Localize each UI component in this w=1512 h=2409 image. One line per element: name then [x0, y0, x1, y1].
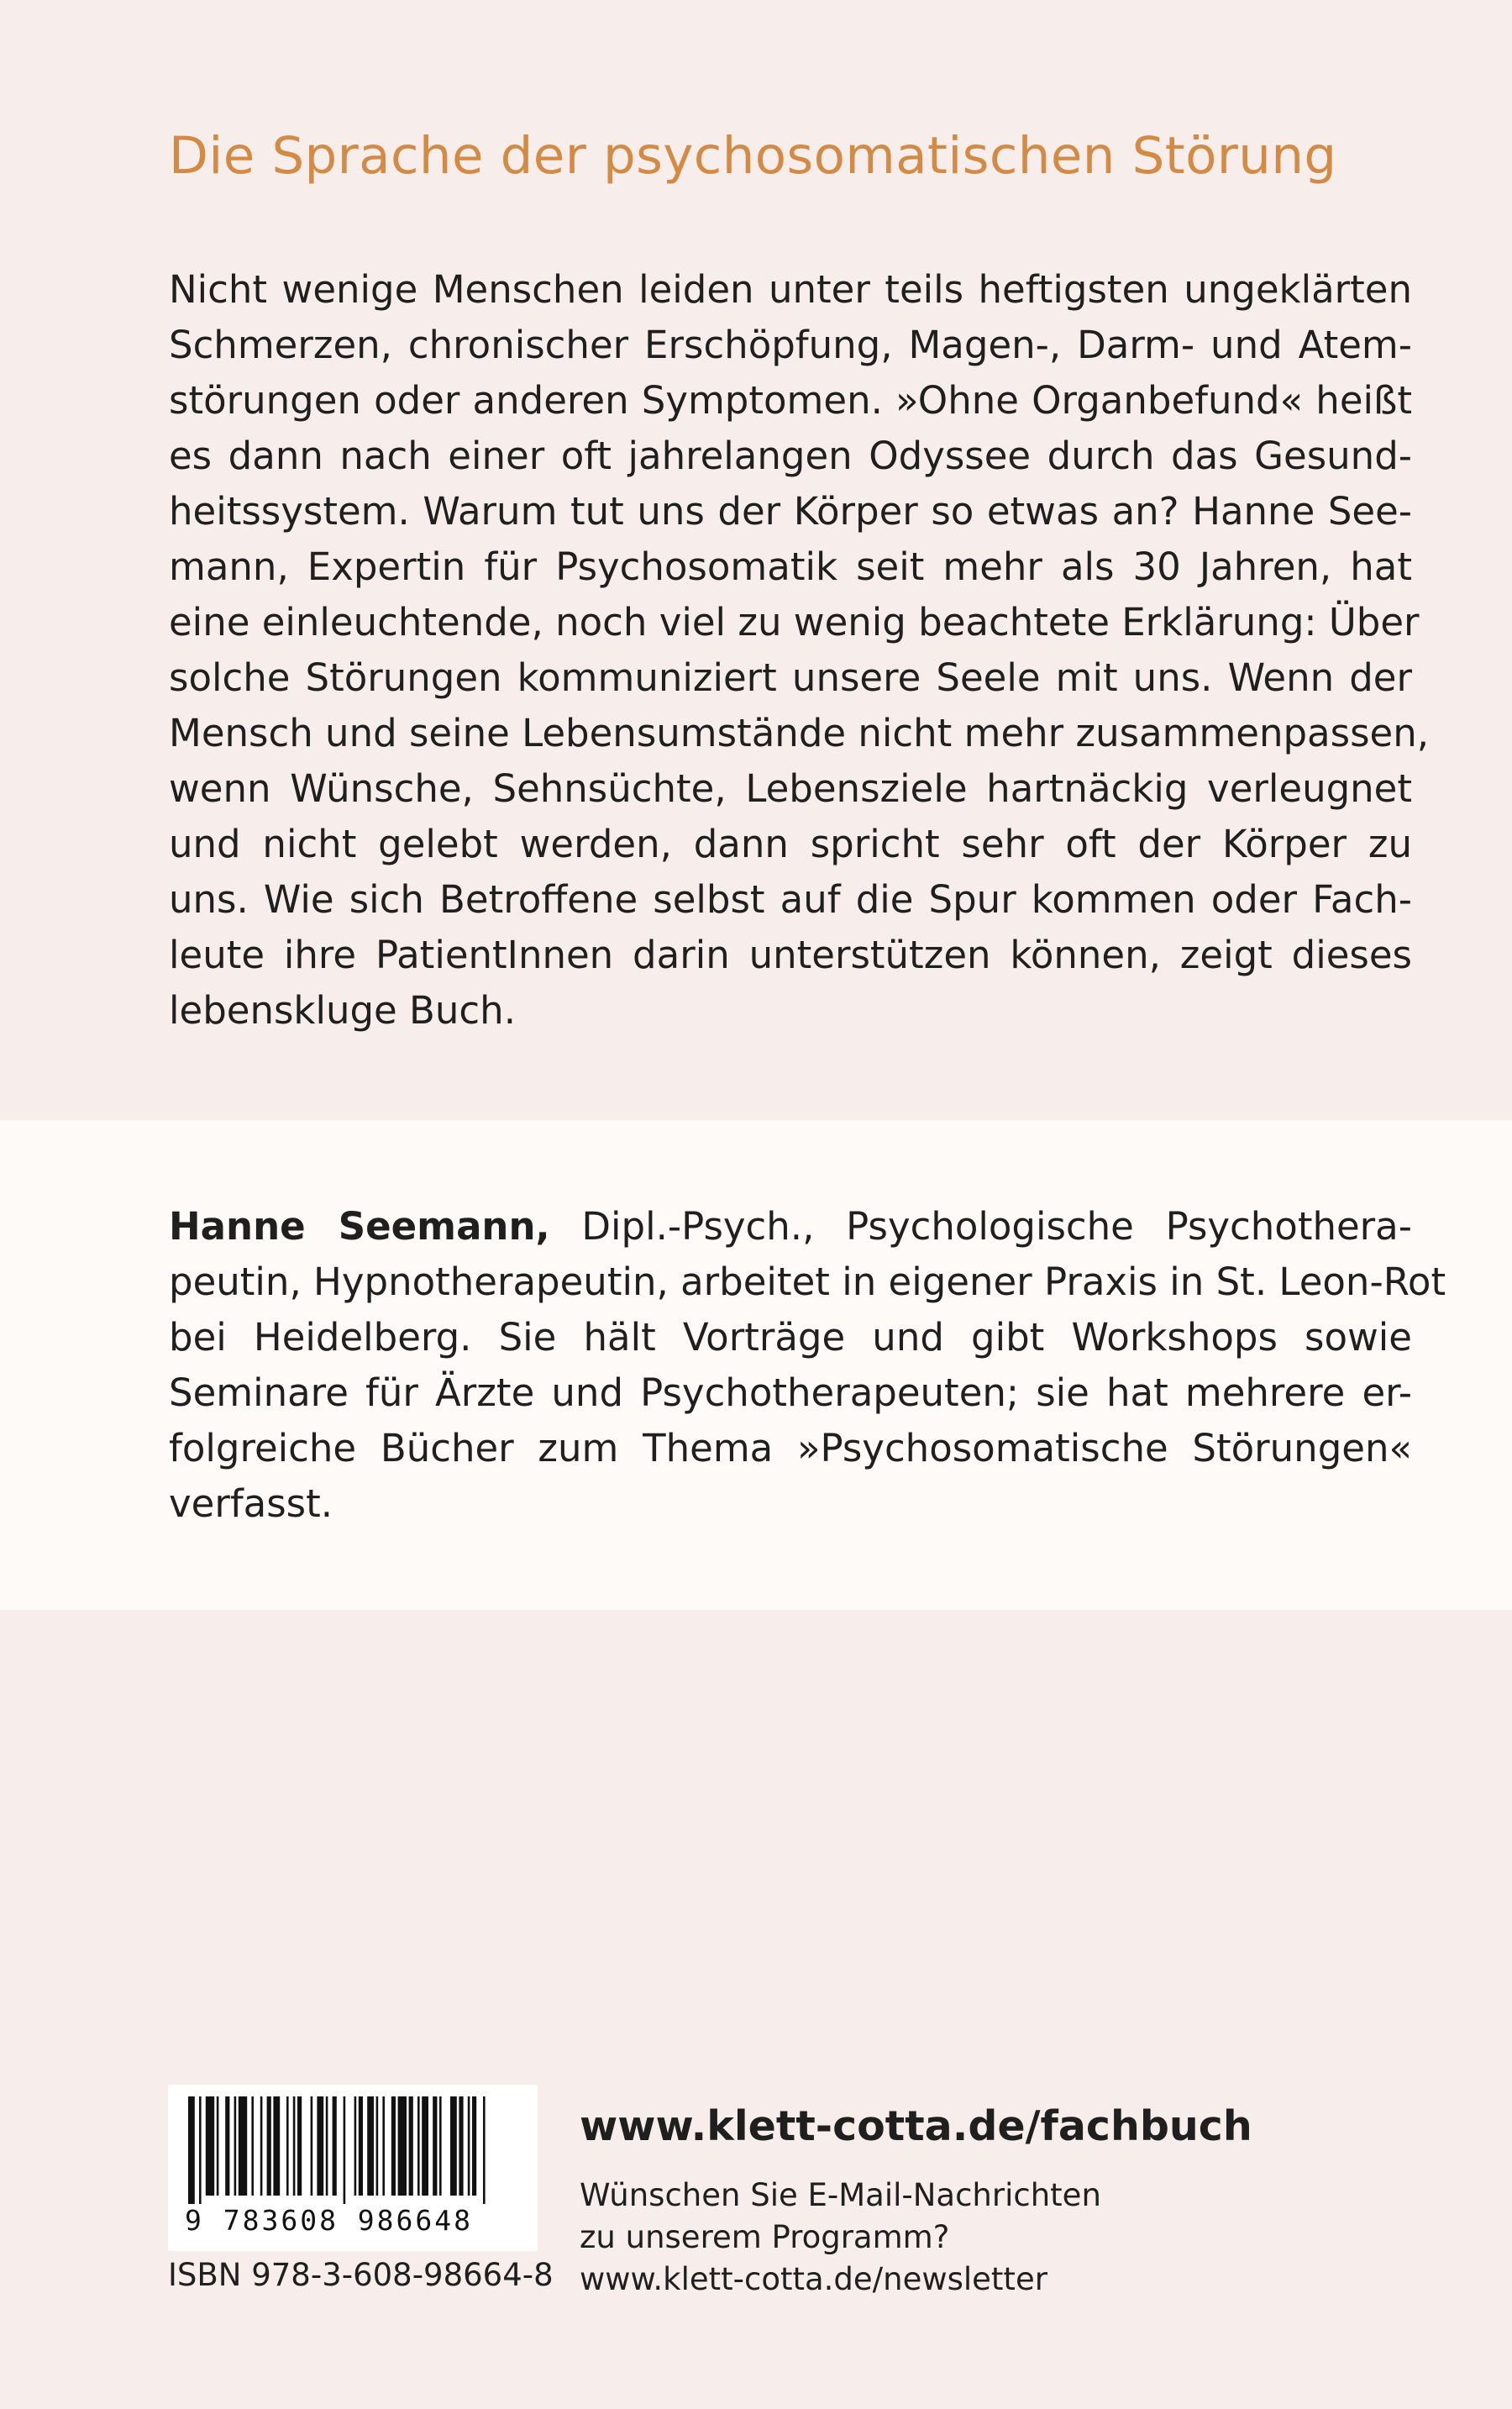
barcode-digits: 9 783608 986648 — [185, 2204, 474, 2237]
barcode-bar — [217, 2096, 219, 2196]
blurb-line: Schmerzen, chronischer Erschöpfung, Magen-, Darm- und Atem- — [169, 323, 1412, 367]
barcode-bar — [199, 2096, 202, 2204]
barcode-bar — [225, 2096, 229, 2196]
barcode-bar — [251, 2096, 254, 2196]
barcode-bar — [286, 2096, 289, 2196]
newsletter-info — [580, 2175, 1101, 2301]
barcode-bar — [391, 2096, 396, 2196]
barcode-bar — [382, 2096, 385, 2196]
author-bio-line: Seminare für Ärzte und Psychotherapeuten; sie hat mehrere er- — [169, 1370, 1412, 1415]
author-name: Hanne Seemann, — [169, 1204, 550, 1249]
barcode-bar — [239, 2096, 247, 2196]
barcode-bar — [267, 2096, 271, 2196]
blurb-line: und nicht gelebt werden, dann spricht sehr oft der Körper zu — [169, 822, 1412, 866]
blurb-line: störungen oder anderen Symptomen. »Ohne Organbefund« heißt — [169, 378, 1412, 423]
blurb-line: lebenskluge Buch. — [169, 988, 516, 1033]
blurb-line: heitssystem. Warum tut uns der Körper so etwas an? Hanne See- — [169, 489, 1412, 534]
barcode-bar — [367, 2096, 374, 2196]
author-bio-line: peutin, Hypnotherapeutin, arbeitet in eigener Praxis in St. Leon-Rot — [169, 1260, 1446, 1304]
barcode-bar — [439, 2096, 442, 2196]
barcode-bar — [273, 2096, 280, 2196]
blurb-line: eine einleuchtende, noch viel zu wenig beachtete Erklärung: Über — [169, 600, 1420, 644]
barcode-bar — [188, 2096, 195, 2204]
barcode-bar — [354, 2096, 357, 2196]
barcode-bar — [417, 2096, 420, 2196]
barcode-bar — [376, 2096, 379, 2196]
blurb-line: es dann nach einer oft jahrelangen Odyssee durch das Gesund- — [169, 434, 1412, 478]
author-bio-line: folgreiche Bücher zum Thema »Psychosomatische Störungen« — [169, 1426, 1412, 1470]
barcode-bars — [185, 2096, 521, 2206]
barcode-bar — [311, 2096, 313, 2196]
barcode-bar — [293, 2096, 296, 2196]
barcode-bar — [468, 2096, 470, 2196]
barcode-bar — [344, 2096, 346, 2204]
barcode-bar — [450, 2096, 457, 2196]
barcode-bar — [359, 2096, 363, 2196]
blurb-line: wenn Wünsche, Sehnsüchte, Lebensziele hartnäckig verleugnet — [169, 766, 1412, 811]
blurb-line: leute ihre PatientInnen darin unterstützen können, zeigt dieses — [169, 933, 1412, 977]
blurb-line: Nicht wenige Menschen leiden unter teils heftigsten ungeklärten — [169, 267, 1412, 312]
newsletter-link[interactable]: www.klett-cotta.de/newsletter — [580, 2261, 1047, 2297]
author-bio-line: bei Heidelberg. Sie hält Vorträge und gibt Workshops sowie — [169, 1315, 1412, 1360]
book-title: Die Sprache der psychosomatischen Störung — [169, 126, 1337, 186]
barcode-bar — [234, 2096, 237, 2196]
barcode-bar — [459, 2096, 463, 2196]
blurb-line: uns. Wie sich Betroffene selbst auf die Spur kommen oder Fach- — [169, 877, 1412, 922]
blurb-line: Mensch und seine Lebensumstände nicht mehr zusammenpassen, — [169, 711, 1430, 755]
barcode-bar — [206, 2096, 214, 2196]
barcode-bar — [260, 2096, 263, 2196]
barcode-bar — [483, 2096, 486, 2204]
barcode-bar — [433, 2096, 437, 2196]
barcode-bar — [472, 2096, 476, 2196]
barcode-bar — [409, 2096, 413, 2196]
author-bio-line: verfasst. — [169, 1481, 333, 1526]
blurb-line: solche Störungen kommuniziert unsere Seele mit uns. Wenn der — [169, 655, 1412, 700]
barcode-bar — [398, 2096, 407, 2196]
book-blurb — [169, 262, 1430, 1039]
barcode-bar — [422, 2096, 428, 2196]
author-bio — [169, 1199, 1446, 1532]
barcode-bar — [297, 2096, 302, 2196]
barcode — [168, 2085, 538, 2251]
barcode-bar — [317, 2096, 323, 2196]
barcode-bar — [326, 2096, 328, 2196]
blurb-line: mann, Expertin für Psychosomatik seit mehr als 30 Jahren, hat — [169, 544, 1412, 589]
author-bio-text: Dipl.-Psych., Psychologische Psychothera- — [581, 1204, 1412, 1249]
publisher-website-link[interactable]: www.klett-cotta.de/fachbuch — [580, 2102, 1252, 2150]
author-bio-line — [169, 1199, 1412, 1254]
newsletter-line: Wünschen Sie E-Mail-Nachrichten — [580, 2177, 1101, 2213]
newsletter-line: zu unserem Programm? — [580, 2219, 950, 2255]
isbn-label: ISBN 978-3-608-98664-8 — [168, 2257, 554, 2293]
barcode-bar — [333, 2096, 337, 2196]
